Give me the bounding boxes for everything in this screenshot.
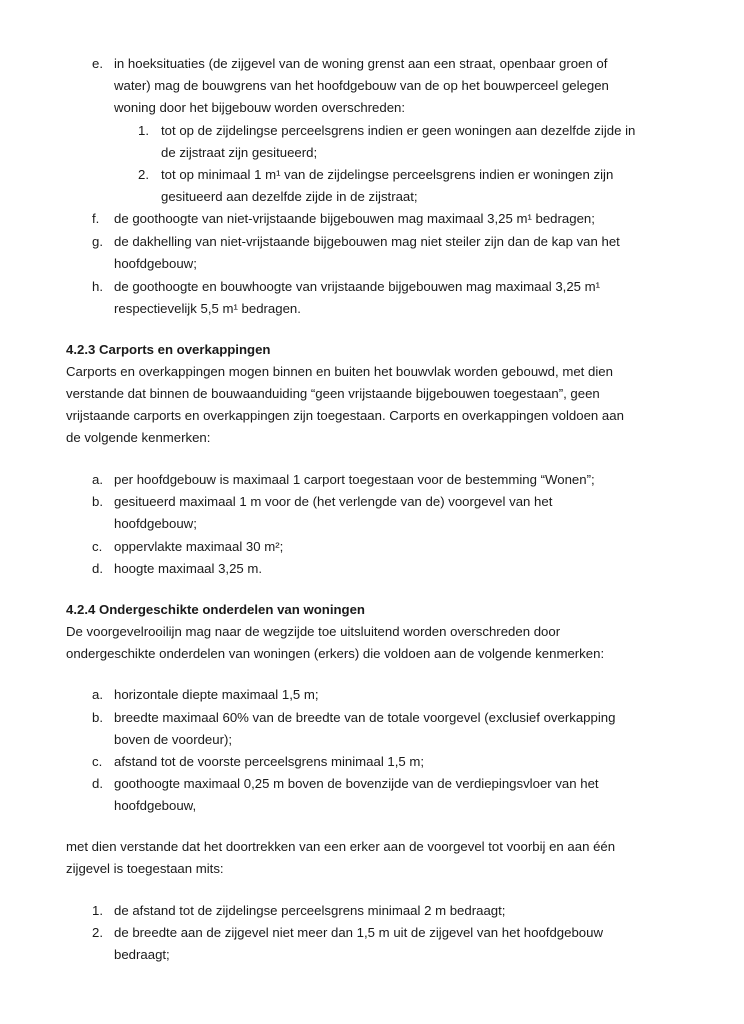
list-marker-g: g.: [92, 234, 103, 249]
list-4-2-4-marker-c: c.: [92, 754, 103, 769]
list-item-g-line-1: de dakhelling van niet-vrijstaande bijgebouwen mag niet steiler zijn dan de kap van het: [114, 234, 620, 249]
closing-paragraph-line-1: met dien verstande dat het doortrekken van een erker aan de voorgevel tot voorbij en aan één: [66, 839, 616, 854]
list-marker-h: h.: [92, 279, 103, 294]
numbered-item-2-line-1: de breedte aan de zijgevel niet meer dan 1,5 m uit de zijgevel van het hoofdgebouw: [114, 925, 603, 940]
paragraph-4-2-3-line-2: verstande dat binnen de bouwaanduiding “geen vrijstaande bijgebouwen toegestaan”, geen: [66, 386, 600, 401]
sublist-item-2-line-1: tot op minimaal 1 m¹ van de zijdelingse perceelsgrens indien er woningen zijn: [161, 167, 614, 182]
list-item-e-line-1: in hoeksituaties (de zijgevel van de woning grenst aan een straat, openbaar groen of: [114, 56, 608, 71]
list-4-2-3-item-c-line-1: oppervlakte maximaal 30 m²;: [114, 539, 284, 554]
list-4-2-3-item-a-line-1: per hoofdgebouw is maximaal 1 carport toegestaan voor de bestemming “Wonen”;: [114, 472, 595, 487]
list-4-2-4-item-d-line-2: hoofdgebouw,: [114, 798, 197, 813]
list-4-2-3-item-b-line-1: gesitueerd maximaal 1 m voor de (het verlengde van de) voorgevel van het: [114, 494, 553, 509]
list-4-2-4-marker-d: d.: [92, 776, 103, 791]
list-4-2-3-marker-a: a.: [92, 472, 103, 487]
paragraph-4-2-3-line-3: vrijstaande carports en overkappingen zijn toegestaan. Carports en overkappingen voldoen aan: [66, 408, 624, 423]
sublist-marker-1: 1.: [138, 123, 149, 138]
closing-paragraph-line-2: zijgevel is toegestaan mits:: [66, 861, 224, 876]
numbered-item-1-line-1: de afstand tot de zijdelingse perceelsgrens minimaal 2 m bedraagt;: [114, 903, 506, 918]
paragraph-4-2-4-line-2: ondergeschikte onderdelen van woningen (erkers) die voldoen aan de volgende kenmerken:: [66, 646, 605, 661]
numbered-item-2-line-2: bedraagt;: [114, 947, 170, 962]
list-4-2-3-marker-c: c.: [92, 539, 103, 554]
list-4-2-3-marker-b: b.: [92, 494, 103, 509]
list-item-f-line-1: de goothoogte van niet-vrijstaande bijgebouwen mag maximaal 3,25 m¹ bedragen;: [114, 211, 595, 226]
paragraph-4-2-3-line-4: de volgende kenmerken:: [66, 430, 211, 445]
list-item-g-line-2: hoofdgebouw;: [114, 256, 197, 271]
paragraph-4-2-3-line-1: Carports en overkappingen mogen binnen en buiten het bouwvlak worden gebouwd, met dien: [66, 364, 613, 379]
list-4-2-4-marker-a: a.: [92, 687, 103, 702]
sublist-item-1-line-2: de zijstraat zijn gesitueerd;: [161, 145, 318, 160]
sublist-item-1-line-1: tot op de zijdelingse perceelsgrens indien er geen woningen aan dezelfde zijde in: [161, 123, 636, 138]
sublist-item-2-line-2: gesitueerd aan dezelfde zijde in de zijstraat;: [161, 189, 418, 204]
list-4-2-4-item-b-line-2: boven de voordeur);: [114, 732, 233, 747]
list-marker-e: e.: [92, 56, 103, 71]
section-heading-4-2-3: 4.2.3 Carports en overkappingen: [66, 342, 271, 357]
list-4-2-3-item-d-line-1: hoogte maximaal 3,25 m.: [114, 561, 263, 576]
list-item-e-line-3: woning door het bijgebouw worden overschreden:: [114, 100, 406, 115]
list-4-2-4-item-a-line-1: horizontale diepte maximaal 1,5 m;: [114, 687, 319, 702]
numbered-marker-1: 1.: [92, 903, 103, 918]
list-4-2-4-marker-b: b.: [92, 710, 103, 725]
list-marker-f: f.: [92, 211, 100, 226]
list-4-2-4-item-b-line-1: breedte maximaal 60% van de breedte van de totale voorgevel (exclusief overkapping: [114, 710, 616, 725]
list-item-e-line-2: water) mag de bouwgrens van het hoofdgebouw van de op het bouwperceel gelegen: [114, 78, 609, 93]
list-4-2-4-item-c-line-1: afstand tot de voorste perceelsgrens minimaal 1,5 m;: [114, 754, 425, 769]
list-item-h-line-1: de goothoogte en bouwhoogte van vrijstaande bijgebouwen mag maximaal 3,25 m¹: [114, 279, 601, 294]
paragraph-4-2-4-line-1: De voorgevelrooilijn mag naar de wegzijde toe uitsluitend worden overschreden door: [66, 624, 561, 639]
sublist-marker-2: 2.: [138, 167, 149, 182]
list-4-2-3-item-b-line-2: hoofdgebouw;: [114, 516, 197, 531]
list-item-h-line-2: respectievelijk 5,5 m¹ bedragen.: [114, 301, 301, 316]
list-4-2-4-item-d-line-1: goothoogte maximaal 0,25 m boven de bovenzijde van de verdiepingsvloer van het: [114, 776, 599, 791]
list-4-2-3-marker-d: d.: [92, 561, 103, 576]
section-heading-4-2-4: 4.2.4 Ondergeschikte onderdelen van woningen: [66, 602, 365, 617]
numbered-marker-2: 2.: [92, 925, 103, 940]
